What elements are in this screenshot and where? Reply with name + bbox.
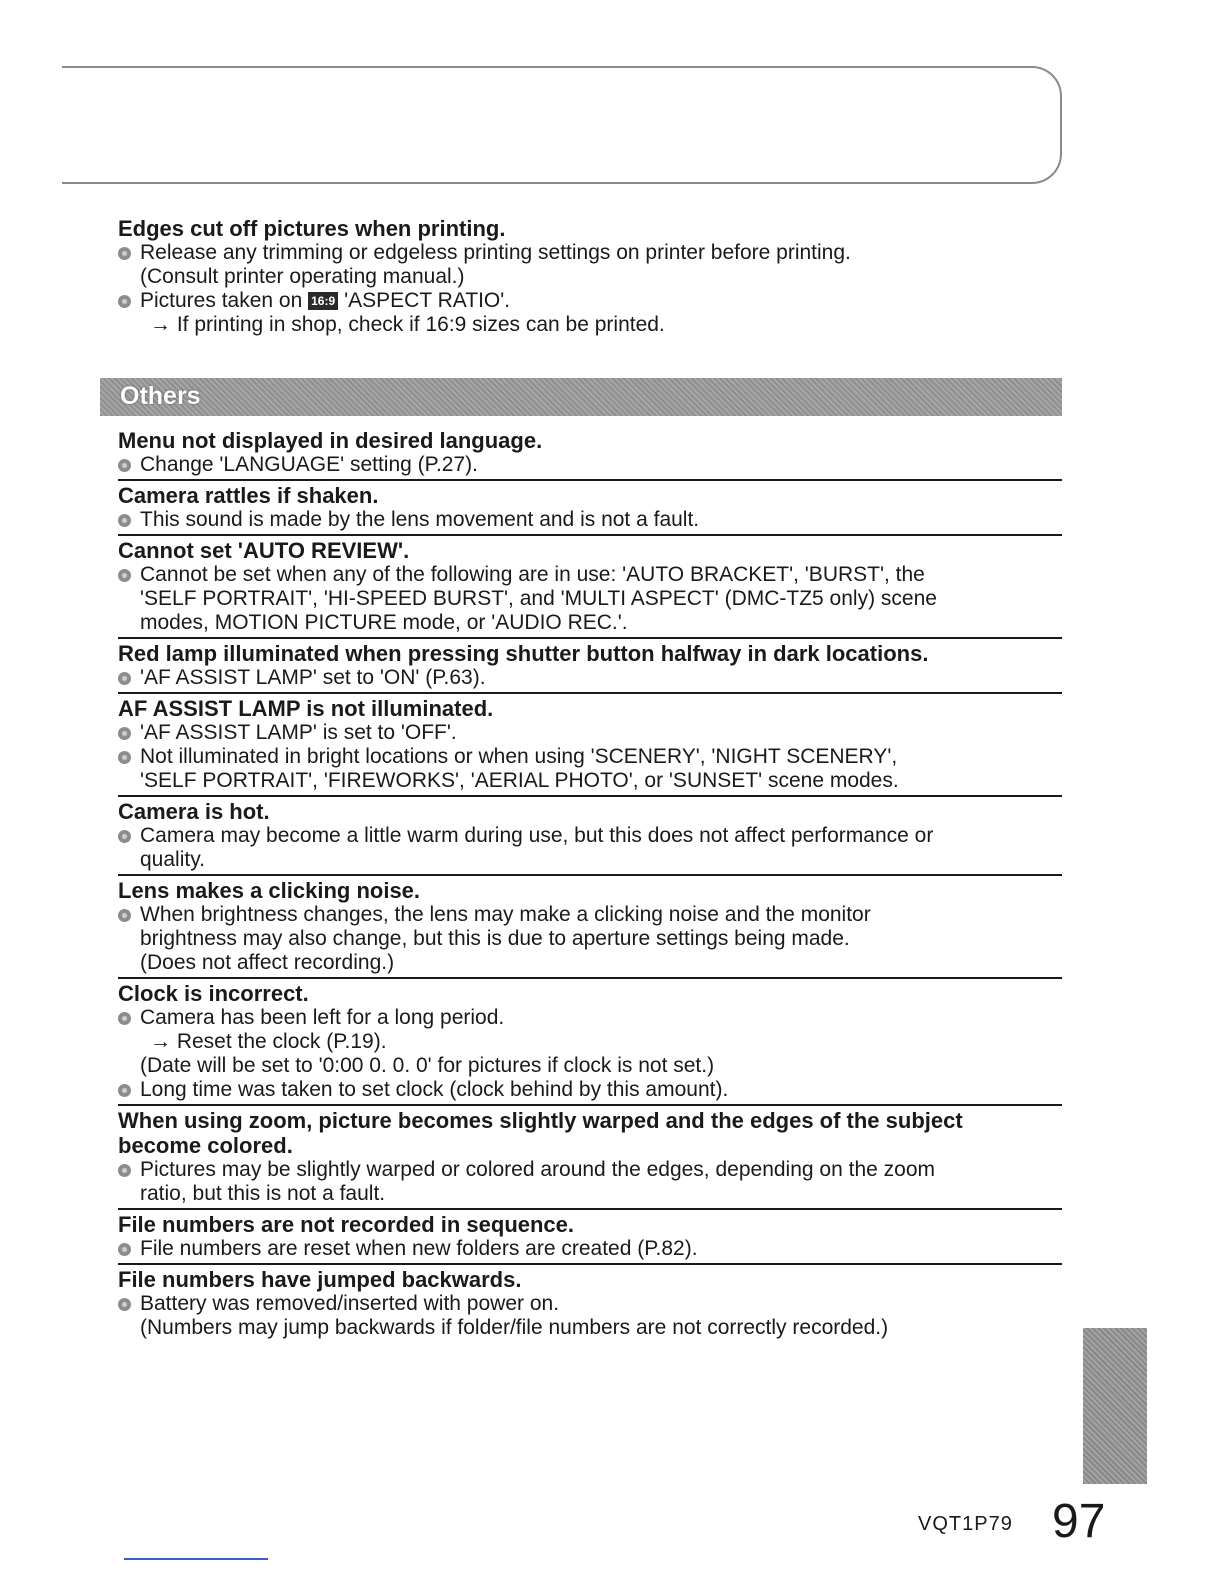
- entry-title: File numbers are not recorded in sequence.: [118, 1212, 575, 1237]
- bullet-continuation: ratio, but this is not a fault.: [140, 1182, 386, 1205]
- entry-title: Menu not displayed in desired language.: [118, 428, 543, 453]
- bullet-icon: [118, 1012, 131, 1025]
- document-code: VQT1P79: [918, 1513, 1013, 1535]
- bullet-continuation: 'SELF PORTRAIT', 'HI-SPEED BURST', and 'MULTI ASPECT' (DMC-TZ5 only) scene: [140, 587, 937, 610]
- entry: [118, 536, 1062, 639]
- bullet: Change 'LANGUAGE' setting (P.27).: [118, 453, 1062, 477]
- bullet-icon: [118, 569, 131, 582]
- bullet-continuation: (Numbers may jump backwards if folder/file numbers are not correctly recorded.): [140, 1316, 889, 1339]
- aspect-ratio-icon: 16:9: [308, 292, 338, 310]
- bullet: 'AF ASSIST LAMP' is set to 'OFF'.: [118, 721, 1062, 745]
- bullet-icon: [118, 247, 131, 260]
- bullet: Release any trimming or edgeless printing settings on printer before printing.: [118, 241, 1062, 265]
- entry-title: Lens makes a clicking noise.: [118, 878, 421, 903]
- section-header: [100, 378, 1062, 416]
- entry-title: File numbers have jumped backwards.: [118, 1267, 522, 1292]
- bullet-continuation: (Date will be set to '0:00 0. 0. 0' for pictures if clock is not set.): [140, 1054, 715, 1077]
- bullet-icon: [118, 1243, 131, 1256]
- bullet-icon: [118, 1164, 131, 1177]
- entry-title: AF ASSIST LAMP is not illuminated.: [118, 696, 494, 721]
- entry: [118, 1265, 1062, 1342]
- bullet: Not illuminated in bright locations or when using 'SCENERY', 'NIGHT SCENERY',: [118, 745, 1062, 769]
- bullet-icon: [118, 1084, 131, 1097]
- bullet: 'AF ASSIST LAMP' set to 'ON' (P.63).: [118, 666, 1062, 690]
- bullet-icon: [118, 727, 131, 740]
- bullet-icon: [118, 751, 131, 764]
- entry: [118, 694, 1062, 797]
- entry: [118, 876, 1062, 979]
- entry-title: When using zoom, picture becomes slightly warped and the edges of the subject: [118, 1108, 963, 1133]
- page-number: 97: [1052, 1495, 1106, 1548]
- bullet-icon: [118, 672, 131, 685]
- entry-title: Camera is hot.: [118, 799, 270, 824]
- entry: [118, 1210, 1062, 1265]
- bullet: When brightness changes, the lens may make a clicking noise and the monitor: [118, 903, 1062, 927]
- entry: [118, 481, 1062, 536]
- bullet: Long time was taken to set clock (clock behind by this amount).: [118, 1078, 1062, 1102]
- arrow-note: → If printing in shop, check if 16:9 sizes can be printed.: [150, 313, 665, 336]
- bullet-continuation: (Does not affect recording.): [140, 951, 395, 974]
- bullet: Camera has been left for a long period.: [118, 1006, 1062, 1030]
- bullet: This sound is made by the lens movement and is not a fault.: [118, 508, 1062, 532]
- bullet-icon: [118, 295, 131, 308]
- bullet-continuation: 'SELF PORTRAIT', 'FIREWORKS', 'AERIAL PHOTO', or 'SUNSET' scene modes.: [140, 769, 899, 792]
- entry-title: Edges cut off pictures when printing.: [118, 216, 506, 241]
- bullet-icon: [118, 830, 131, 843]
- bullet: Battery was removed/inserted with power on.: [118, 1292, 1062, 1316]
- arrow-note: → Reset the clock (P.19).: [150, 1030, 387, 1053]
- bullet: File numbers are reset when new folders are created (P.82).: [118, 1237, 1062, 1261]
- bullet-icon: [118, 1298, 131, 1311]
- header-frame: [62, 66, 1062, 184]
- footer-rule: [124, 1558, 268, 1560]
- bullet-icon: [118, 909, 131, 922]
- entry-title: Cannot set 'AUTO REVIEW'.: [118, 538, 410, 563]
- bullet: Pictures may be slightly warped or colored around the edges, depending on the zoom: [118, 1158, 1062, 1182]
- bullet: Cannot be set when any of the following are in use: 'AUTO BRACKET', 'BURST', the: [118, 563, 1062, 587]
- bullet-continuation: modes, MOTION PICTURE mode, or 'AUDIO REC.'.: [140, 611, 628, 634]
- entry-title: Clock is incorrect.: [118, 981, 309, 1006]
- bullet: Pictures taken on 16:9 'ASPECT RATIO'.: [118, 289, 1062, 313]
- entry-title-continuation: become colored.: [118, 1133, 293, 1158]
- chapter-tab: [1083, 1328, 1147, 1484]
- bullet: Camera may become a little warm during use, but this does not affect performance or: [118, 824, 1062, 848]
- content: [118, 216, 1062, 371]
- entry: [118, 797, 1062, 876]
- entry: [118, 426, 1062, 481]
- section-title: Others: [120, 382, 201, 410]
- bullet-continuation: brightness may also change, but this is due to aperture settings being made.: [140, 927, 850, 950]
- entry: [118, 1106, 1062, 1210]
- entry-title: Red lamp illuminated when pressing shutter button halfway in dark locations.: [118, 641, 929, 666]
- bullet-icon: [118, 459, 131, 472]
- printing-group: [118, 216, 1062, 337]
- entry: [118, 979, 1062, 1106]
- bullet-icon: [118, 514, 131, 527]
- bullet-continuation: quality.: [140, 848, 205, 871]
- bullet-continuation: (Consult printer operating manual.): [140, 265, 465, 288]
- entry: [118, 639, 1062, 694]
- entry-title: Camera rattles if shaken.: [118, 483, 379, 508]
- others-list: [118, 426, 1062, 1342]
